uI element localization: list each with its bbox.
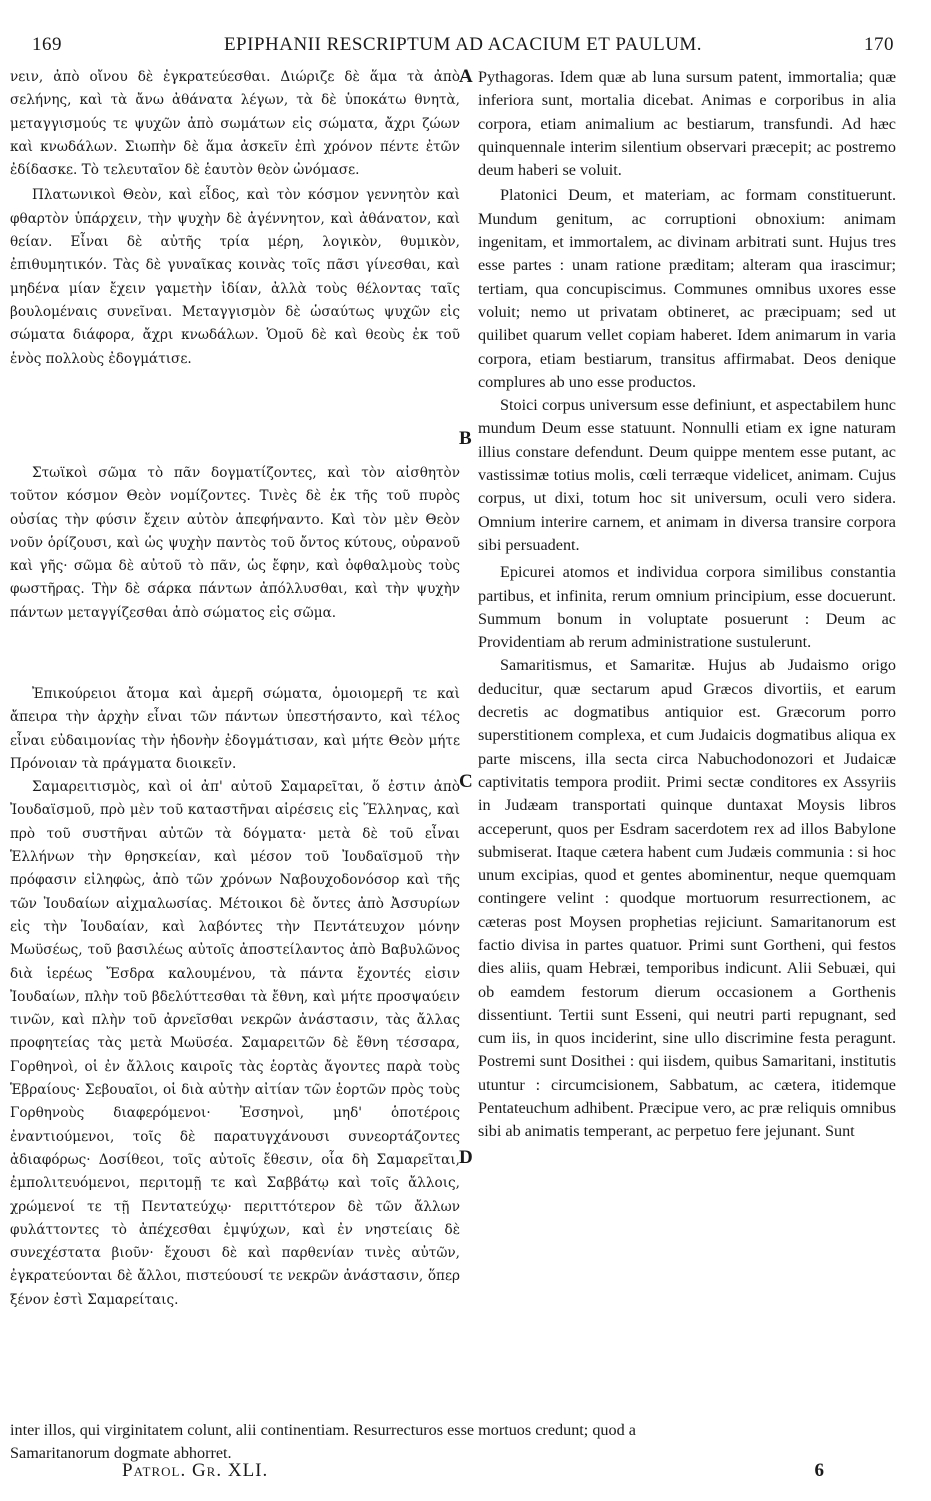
- closing-line-1: inter illos, qui virginitatem colunt, alii continentiam. Resurrecturos esse mortuos credunt; quod a: [10, 1421, 636, 1439]
- latin-column: [478, 66, 896, 1144]
- margin-marker-d: D: [459, 1147, 473, 1168]
- gathering-number: 6: [814, 1460, 824, 1481]
- latin-epicurei-paragraph: Epicurei atomos et individua corpora similibus constantia partibus, et infinita, rerum omnium principium, esse docuerunt. Summum bonum in voluptate posuerunt : Deum ac Providentiam ab rerum administratione sustulerunt.: [478, 563, 896, 652]
- greek-stoici-paragraph: Στωϊκοὶ σῶμα τὸ πᾶν δογματίζοντες, καὶ τὸν αἰσθητὸν τοῦτον κόσμον Θεὸν νομίζοντες. Τινὲς δὲ ἐκ τῆς τοῦ πυρὸς οὐσίας τὴν φύσιν ἔχειν αὐτὸν ἀπεφήναντο. Καὶ τὸν μὲν Θεὸν νοῦν ὁρίζουσι, καὶ ὡς ψυχὴν παντὸς τοῦ ὄντος κύτους, οὐρανοῦ καὶ γῆς· σῶμα δὲ αὐτοῦ τὸ πᾶν, ὡς ἔφην, καὶ ὀφθαλμοὺς τοὺς φωστῆρας. Τὴν δὲ σάρκα πάντων ἀπόλλυσθαι, καὶ τὴν ψυχὴν πάντων μεταγγίζεσθαι ἀπὸ σώματος εἰς σῶμα.: [10, 465, 460, 621]
- greek-stoici-block: [10, 462, 460, 625]
- latin-samaritae-paragraph: Samaritismus, et Samaritæ. Hujus ab Judaismo origo deducitur, quæ sectarum apud Græcos divortiis, et earum decretis ac dogmatibus antiquior est. Græcorum porro superstitionem complexa, et cum Judaicis dogmatibus aliqua ex parte miscens, illa secta circa Nabuchodonozori et Judaicæ captivitatis tempora prodiit. Primi sectæ conditores ex Assyriis in Judæam transportati quinque duntaxat Moysis libros acceperunt, quos per Esdram sacerdotem rex ad illos Babylone submiserat. Itaque cætera habent cum Judæis communia : si hoc unum excipias, quod et gentes abominentur, neque quemquam contingere velint : quodque mortuorum resurrectionem, ac cæteras post Moysen prophetias rejiciunt. Samaritanorum est factio divisa in partes quatuor. Primi sunt Gortheni, qui festos dies aliis, quam Hebræi, temporibus indicunt. Alii Sebuæi, qui ob eamdem festorum dierum occasionem a Gorthenis dissentiunt. Tertii sunt Esseni, qui neutri parti repugnant, sed cum iis, in quos inciderint, sine ullo discrimine festa peragunt. Postremi sunt Dosithei : qui iisdem, quibus Samaritani, institutis utuntur : circumcisionem, Sabbatum, ac cætera, itidemque Pentateuchum adhibent. Præcipue vero, ac præ reliquis omnibus sibi ab animatis temperant, ac perpetuo fere jejunant. Sunt: [478, 656, 896, 1141]
- latin-platonici-paragraph: Platonici Deum, et materiam, ac formam constituerunt. Mundum genitum, ac corruptioni obnoxium: animam ingenitam, et immortalem, ac divinam arbitrati sunt. Hujus tres esse partes : unam ratione præditam; alteram qua irascimur; tertiam, qua concupiscimus. Communes omnibus uxores esse voluit; nemo ut privatam obtineret, ac præcipuam; sed ut quilibet quarum vellet copiam haberet. Idem animarum in varia corpora, etiam bestiarum, transitus affirmabat. Deos denique complures ab uno esse productos.: [478, 186, 896, 391]
- latin-stoici-paragraph: Stoici corpus universum esse definiunt, et aspectabilem hunc mundum Deum esse statuunt. Nonnulli etiam ex igne naturam illius constare defendunt. Deum quippe mentem esse putant, ac vastissimæ totius molis, cœli terræque videlicet, animam. Cujus corpus, ut dixi, totum hoc sit universum, oculi vero sidera. Omnium interire carnem, et animam in diversa transire corpora sibi persuadent.: [478, 396, 896, 554]
- closing-lines: [10, 1419, 896, 1466]
- greek-epicurei-paragraph: Ἐπικούρειοι ἄτομα καὶ ἀμερῆ σώματα, ὁμοιομερῆ τε καὶ ἄπειρα τὴν ἀρχὴν εἶναι τῶν πάντων ὑπεστήσαντο, καὶ τέλος εἶναι εὐδαιμονίας τὴν ἡδονὴν ἐδογμάτισαν, καὶ μήτε Θεὸν μήτε Πρόνοιαν τὰ πράγματα διοικεῖν.: [10, 686, 460, 772]
- greek-samaritae-paragraph: Σαμαρειτισμὸς, καὶ οἱ ἀπ' αὐτοῦ Σαμαρεῖται, ὅ ἐστιν ἀπὸ Ἰουδαϊσμοῦ, πρὸ μὲν τοῦ καταστῆναι αἱρέσεις εἰς Ἕλληνας, καὶ πρὸ τοῦ συστῆναι αὐτῶν τὰ δόγματα· μετὰ δὲ τοῦ εἶναι Ἑλλήνων τὴν θρησκείαν, καὶ μέσον τοῦ Ἰουδαϊσμοῦ τὴν πρόφασιν εἰληφὼς, ἀπὸ τῶν χρόνων Ναβουχοδονόσορ καὶ τῆς τῶν Ἰουδαίων αἰχμαλωσίας. Μέτοικοι δὲ ὄντες ἀπὸ Ἀσσυρίων εἰς τὴν Ἰουδαίαν, καὶ λαβόντες τὴν Πεντάτευχον μόνην Μωϋσέως, τοῦ βασιλέως αὐτοῖς ἀποστείλαντος ἀπὸ Βαβυλῶνος διὰ ἱερέως Ἔσδρα καλουμένου, τὰ πάντα ἔχοντές εἰσιν Ἰουδαίων, πλὴν τοῦ βδελύττεσθαι τὰ ἔθνη, καὶ μήτε προσψαύειν τινῶν, καὶ πλὴν τοῦ ἀρνεῖσθαι νεκρῶν ἀνάστασιν, τὰς ἄλλας προφητείας τὰς μετὰ Μωϋσέα. Σαμαρειτῶν δὲ ἔθνη τέσσαρα, Γορθηνοὶ, οἱ ἐν ἄλλοις καιροῖς τὰς ἑορτὰς ἄγοντες παρὰ τοὺς Ἑβραίους· Σεβουαῖοι, οἱ διὰ αὐτὴν αἰτίαν τῶν ἑορτῶν πρὸς τοὺς Γορθηνοὺς διαφερόμενοι· Ἐσσηνοὶ, μηδ' ὁποτέροις ἐναντιούμενοι, τοῖς δὲ παρατυγχάνουσι συνεορτάζοντες ἀδιαφόρως· Δοσίθεοι, τοῖς αὐτοῖς ἔθεσιν, οἷα δὴ Σαμαρεῖται, ἐμπολιτευόμενοι, περιτομῇ τε καὶ Σαββάτῳ καὶ τοῖς ἄλλοις, χρώμενοί τε τῇ Πεντατεύχῳ· περιττότερον δὲ τῶν ἄλλων φυλάττοντες τὸ ἀπέχεσθαι ἐμψύχων, καὶ ἐν νηστείαις δὲ συνεχέστατα βιοῦν· ἔχουσι δὲ καὶ παρθενίαν τινὲς αὐτῶν, ἐγκρατεύονται δὲ ἄλλοι, πιστεύουσί τε νεκρῶν ἀνάστασιν, ὅπερ ξένον ἐστὶ Σαμαρείταις.: [10, 779, 460, 1308]
- greek-platonici-paragraph: Πλατωνικοὶ Θεὸν, καὶ εἶδος, καὶ τὸν κόσμον γεννητὸν καὶ φθαρτὸν ὑπάρχειν, τὴν ψυχὴν δὲ ἀγέννητον, καὶ ἀθάνατον, καὶ θείαν. Εἶναι δὲ αὐτῆς τρία μέρη, λογικὸν, θυμικὸν, ἐπιθυμητικόν. Τὰς δὲ γυναῖκας κοινὰς τοῖς πᾶσι γίνεσθαι, καὶ μηδένα μίαν ἔχειν γαμετὴν ἰδίαν, ἀλλὰ τοὺς θέλοντας ταῖς βουλομέναις συνεῖναι. Μεταγγισμὸν δὲ ὡσαύτως ψυχῶν εἰς σώματα διάφορα, ἄχρι κνωδάλων. Ὁμοῦ δὲ καὶ θεοὺς ἐκ τοῦ ἑνὸς πολλοὺς ἐδογμάτισε.: [10, 187, 460, 367]
- greek-epicurei-block: [10, 683, 460, 1312]
- margin-marker-a: A: [459, 66, 473, 87]
- greek-pythagoras-paragraph: νειν, ἀπὸ οἴνου δὲ ἐγκρατεύεσθαι. Διώριζε δὲ ἅμα τὰ ἀπὸ σελήνης, καὶ τὰ ἄνω ἀθάνατα λέγων, τὰ δὲ ὑποκάτω θνητὰ, μεταγγισμούς τε ψυχῶν ἀπὸ σωμάτων εἰς σώματα, ἄχρι ζώων καὶ κνωδάλων. Σιωπὴν δὲ ἅμα ἀσκεῖν ἐπὶ χρόνον πέντε ἐτῶν ἐδίδασκε. Τὸ τελευταῖον δὲ ἑαυτὸν θεὸν ὠνόμασε.: [10, 69, 460, 179]
- page-footer: [32, 1460, 894, 1488]
- running-title: EPIPHANII RESCRIPTUM AD ACACIUM ET PAULUM.: [223, 34, 703, 55]
- latin-pythagoras-paragraph: Pythagoras. Idem quæ ab luna sursum patent, immortalia; quæ inferiora sunt, mortalia dicebat. Animas e corporibus in alia corpora, etiam animalium ac bestiarum, transfundi. Ad hæc quinquennale interim silentium observari præcepit; ac postremo deum haberi se voluit.: [478, 68, 896, 180]
- volume-signature: Patrol. Gr. XLI.: [122, 1460, 269, 1481]
- greek-column: [10, 66, 460, 371]
- margin-marker-b: B: [459, 428, 472, 449]
- running-header: [32, 34, 894, 58]
- margin-marker-c: C: [459, 771, 473, 792]
- page-number-left: 169: [32, 34, 62, 55]
- closing-line-2: Samaritanorum dogmate abhorret.: [10, 1444, 232, 1463]
- page-number-right: 170: [864, 34, 894, 55]
